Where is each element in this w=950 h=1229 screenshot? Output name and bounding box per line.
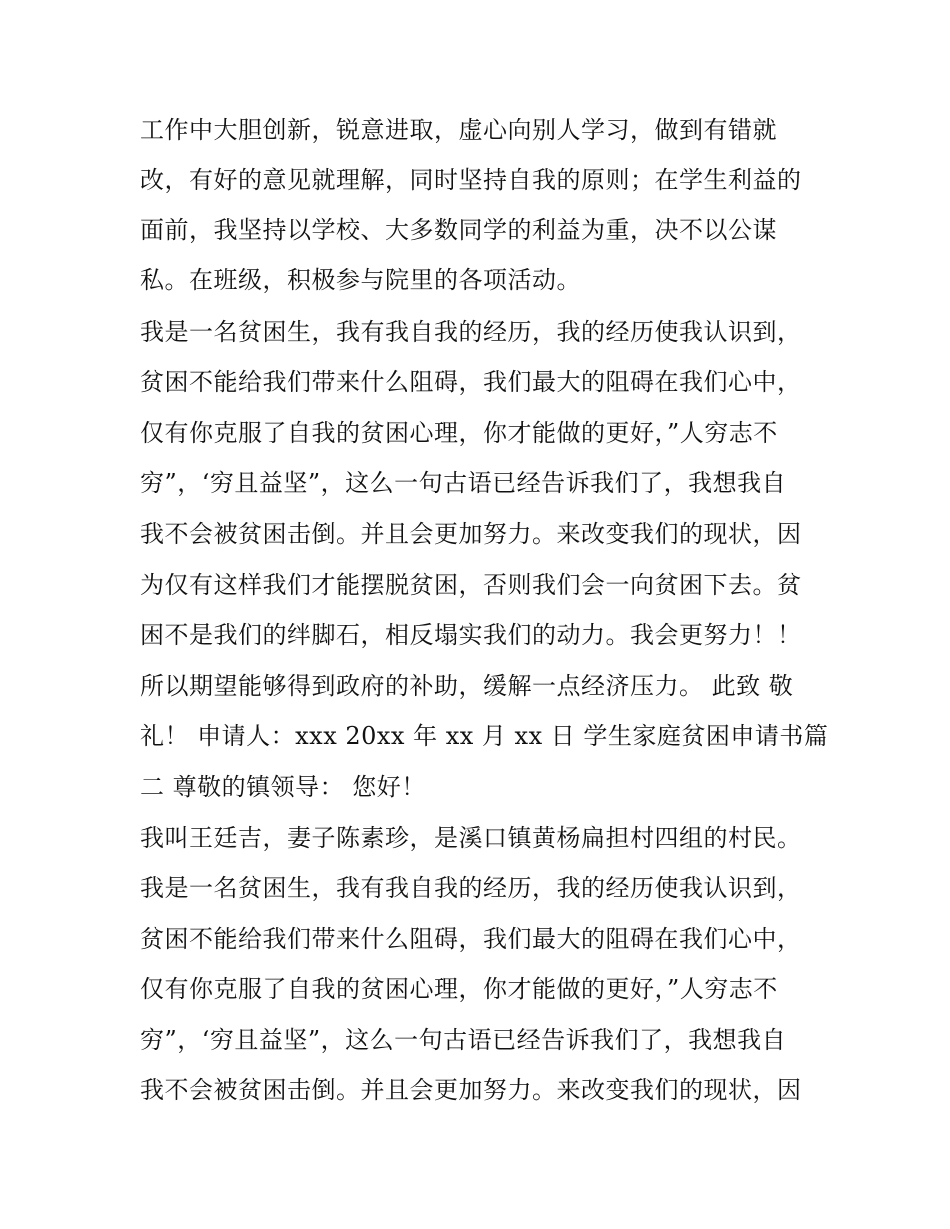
text-line: 工作中大胆创新，锐意进取，虚心向别人学习，做到有错就 [140, 116, 777, 144]
text-line: 贫困不能给我们带来什么阻碍，我们最大的阻碍在我们心中， [140, 925, 802, 953]
text-line: 改，有好的意见就理解，同时坚持自我的原则；在学生利益的 [140, 166, 802, 194]
text-line: 礼！ 申请人：xxx 20xx 年 xx 月 xx 日 学生家庭贫困申请书篇 [140, 722, 829, 750]
text-line: 贫困不能给我们带来什么阻碍，我们最大的阻碍在我们心中， [140, 368, 802, 396]
text-line: 二 尊敬的镇领导： 您好！ [140, 773, 426, 801]
text-line: 仅有你克服了自我的贫困心理，你才能做的更好，”人穷志不 [140, 419, 778, 447]
text-line: 仅有你克服了自我的贫困心理，你才能做的更好，”人穷志不 [140, 975, 778, 1003]
text-line: 所以期望能够得到政府的补助，缓解一点经济压力。 此致 敬 [140, 672, 794, 700]
text-line: 面前，我坚持以学校、大多数同学的利益为重，决不以公谋 [140, 216, 777, 244]
text-line: 为仅有这样我们才能摆脱贫困，否则我们会一向贫困下去。贫 [140, 571, 802, 599]
text-line: 我是一名贫困生，我有我自我的经历，我的经历使我认识到， [140, 318, 802, 346]
text-line: 穷”，‘穷且益坚”，这么一句古语已经告诉我们了，我想我自 [140, 469, 787, 497]
text-line: 私。在班级，积极参与院里的各项活动。 [140, 266, 581, 294]
text-line: 穷”，‘穷且益坚”，这么一句古语已经告诉我们了，我想我自 [140, 1026, 787, 1054]
text-line: 我不会被贫困击倒。并且会更加努力。来改变我们的现状，因 [140, 1076, 802, 1104]
text-line: 我叫王廷吉，妻子陈素珍，是溪口镇黄杨扁担村四组的村民。 [140, 824, 802, 852]
text-line: 我不会被贫困击倒。并且会更加努力。来改变我们的现状，因 [140, 520, 802, 548]
text-line: 困不是我们的绊脚石，相反塌实我们的动力。我会更努力！！ [140, 621, 802, 649]
text-line: 我是一名贫困生，我有我自我的经历，我的经历使我认识到， [140, 874, 802, 902]
